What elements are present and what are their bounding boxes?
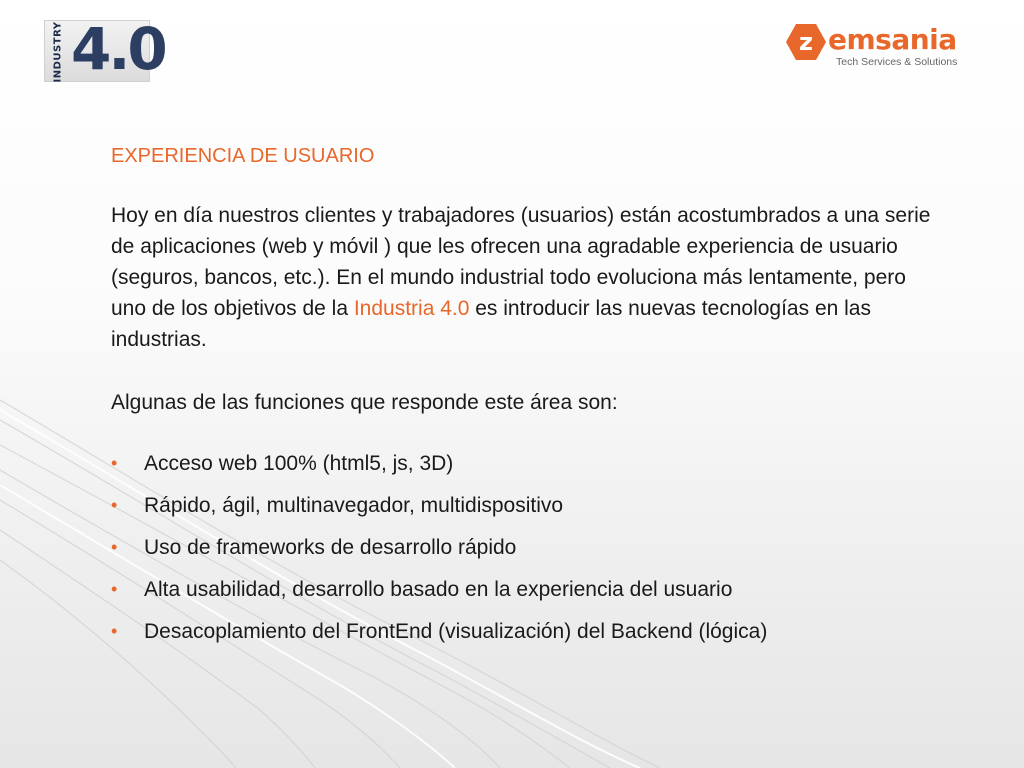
bullet-icon: • xyxy=(111,453,118,473)
zemsania-hexagon-icon xyxy=(786,22,826,62)
list-item-text: Acceso web 100% (html5, js, 3D) xyxy=(144,452,454,475)
bullet-icon: • xyxy=(111,537,118,557)
list-item xyxy=(111,490,931,521)
bullet-icon: • xyxy=(111,621,118,641)
bullet-icon: • xyxy=(111,495,118,515)
paragraph-highlight: Industria 4.0 xyxy=(353,297,470,320)
functions-list xyxy=(111,448,931,647)
list-item xyxy=(111,448,931,479)
list-item xyxy=(111,532,931,563)
logo-number: 4.0 xyxy=(71,15,165,83)
zemsania-tagline: Tech Services & Solutions xyxy=(836,56,958,68)
logo-side-word: INDUSTRY xyxy=(52,21,64,83)
zemsania-icon-letter: z xyxy=(799,28,813,56)
functions-intro: Algunas de las funciones que responde este área son: xyxy=(111,391,618,414)
list-item-text: Alta usabilidad, desarrollo basado en la experiencia del usuario xyxy=(144,578,733,601)
paragraph-text-after: es introducir las nuevas tecnologías en las industrias. xyxy=(111,297,871,351)
zemsania-brand-name: emsania xyxy=(828,23,957,56)
zemsania-logo xyxy=(786,18,966,74)
industry-4-0-logo xyxy=(44,15,165,83)
section-heading: EXPERIENCIA DE USUARIO xyxy=(111,145,375,167)
paragraph-text-before: Hoy en día nuestros clientes y trabajadores (usuarios) están acostumbrados a una serie de aplicaciones (web y móvil ) que les ofrecen una agradable experiencia de usuario (seguros, bancos, etc.). En el mundo industrial todo evoluciona más lentamente, pero uno de los objetivos de la xyxy=(111,204,931,320)
list-item xyxy=(111,574,931,605)
intro-paragraph xyxy=(111,200,931,355)
list-item-text: Uso de frameworks de desarrollo rápido xyxy=(144,536,517,559)
list-item xyxy=(111,616,931,647)
slide-content xyxy=(111,142,931,658)
bullet-icon: • xyxy=(111,579,118,599)
list-item-text: Rápido, ágil, multinavegador, multidispositivo xyxy=(144,494,564,517)
list-item-text: Desacoplamiento del FrontEnd (visualización) del Backend (lógica) xyxy=(144,620,768,643)
